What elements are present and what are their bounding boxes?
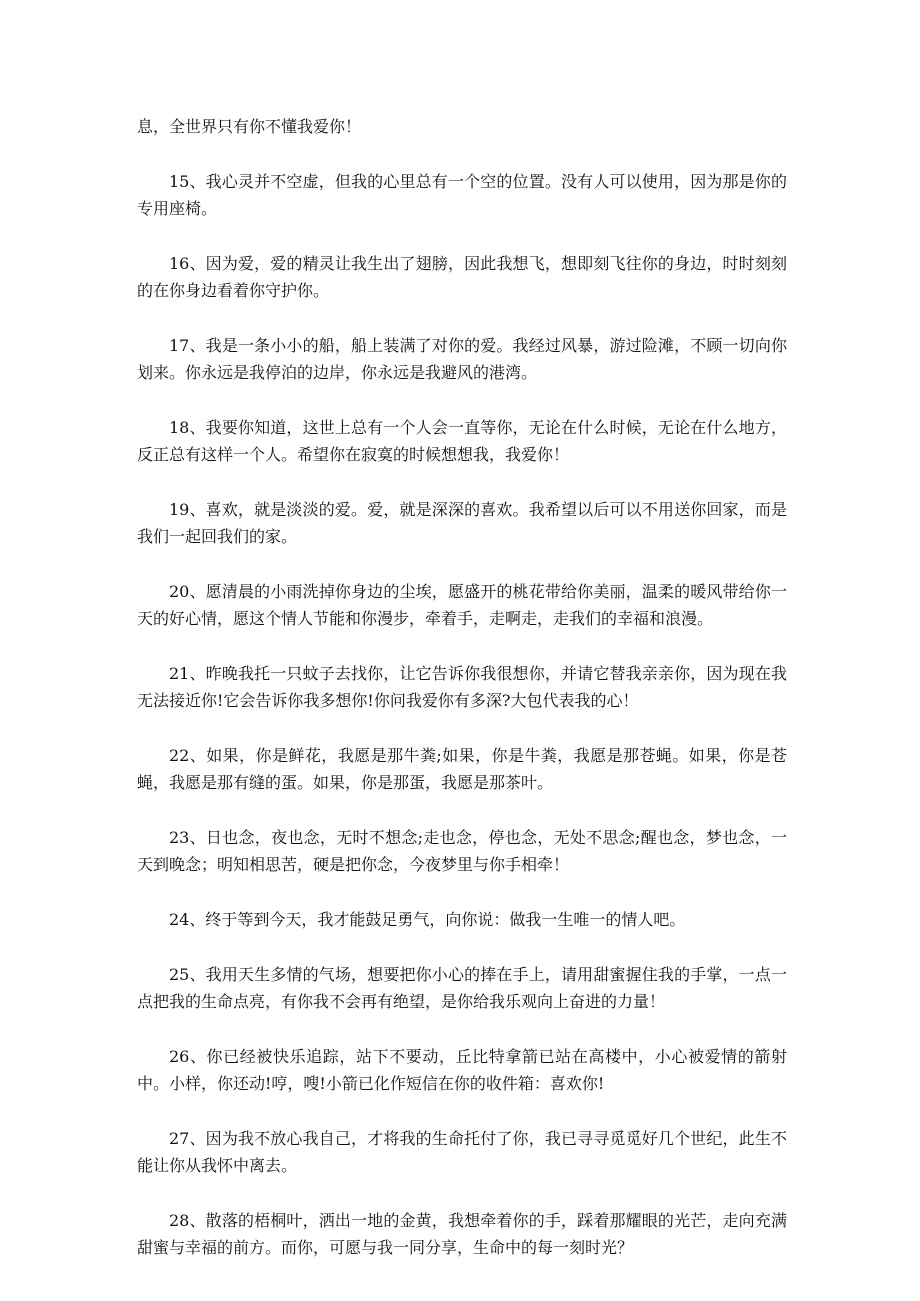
paragraph-15: 15、我心灵并不空虚，但我的心里总有一个空的位置。没有人可以使用，因为那是你的专用座椅。	[137, 172, 787, 218]
paragraph-20: 20、愿清晨的小雨洗掉你身边的尘埃，愿盛开的桃花带给你美丽，温柔的暖风带给你一天的好心情，愿这个情人节能和你漫步，牵着手，走啊走，走我们的幸福和浪漫。	[137, 582, 787, 628]
paragraph-19: 19、喜欢，就是淡淡的爱。爱，就是深深的喜欢。我希望以后可以不用送你回家，而是我们一起回我们的家。	[137, 500, 787, 546]
paragraph-26: 26、你已经被快乐追踪，站下不要动，丘比特拿箭已站在高楼中，小心被爱情的箭射中。小样，你还动!哼，嗖!小箭已化作短信在你的收件箱：喜欢你!	[137, 1047, 787, 1093]
paragraph-18: 18、我要你知道，这世上总有一个人会一直等你，无论在什么时候，无论在什么地方，反正总有这样一个人。希望你在寂寞的时候想想我，我爱你！	[137, 418, 787, 464]
paragraph-28: 28、散落的梧桐叶，洒出一地的金黄，我想牵着你的手，踩着那耀眼的光芒，走向充满甜蜜与幸福的前方。而你，可愿与我一同分享，生命中的每一刻时光？	[137, 1211, 787, 1257]
paragraph-22: 22、如果，你是鲜花，我愿是那牛粪;如果，你是牛粪，我愿是那苍蝇。如果，你是苍蝇，我愿是那有缝的蛋。如果，你是那蛋，我愿是那茶叶。	[137, 746, 787, 792]
paragraph-25: 25、我用天生多情的气场，想要把你小心的捧在手上，请用甜蜜握住我的手掌，一点一点把我的生命点亮，有你我不会再有绝望，是你给我乐观向上奋进的力量！	[137, 965, 787, 1011]
paragraph-21: 21、昨晚我托一只蚊子去找你，让它告诉你我很想你，并请它替我亲亲你，因为现在我无法接近你!它会告诉你我多想你!你问我爱你有多深?大包代表我的心！	[137, 664, 787, 710]
document-body	[137, 113, 787, 1289]
paragraph-17: 17、我是一条小小的船，船上装满了对你的爱。我经过风暴，游过险滩，不顾一切向你划来。你永远是我停泊的边岸，你永远是我避风的港湾。	[137, 336, 787, 382]
paragraph-16: 16、因为爱，爱的精灵让我生出了翅膀，因此我想飞，想即刻飞往你的身边，时时刻刻的在你身边看着你守护你。	[137, 254, 787, 300]
paragraph-23: 23、日也念，夜也念，无时不想念;走也念，停也念，无处不思念;醒也念，梦也念，一天到晚念；明知相思苦，硬是把你念，今夜梦里与你手相牵！	[137, 828, 787, 874]
paragraph-27: 27、因为我不放心我自己，才将我的生命托付了你，我已寻寻觅觅好几个世纪，此生不能让你从我怀中离去。	[137, 1129, 787, 1175]
paragraph-24: 24、终于等到今天，我才能鼓足勇气，向你说：做我一生唯一的情人吧。	[169, 910, 686, 929]
paragraph-continuation: 息，全世界只有你不懂我爱你！	[137, 117, 362, 136]
